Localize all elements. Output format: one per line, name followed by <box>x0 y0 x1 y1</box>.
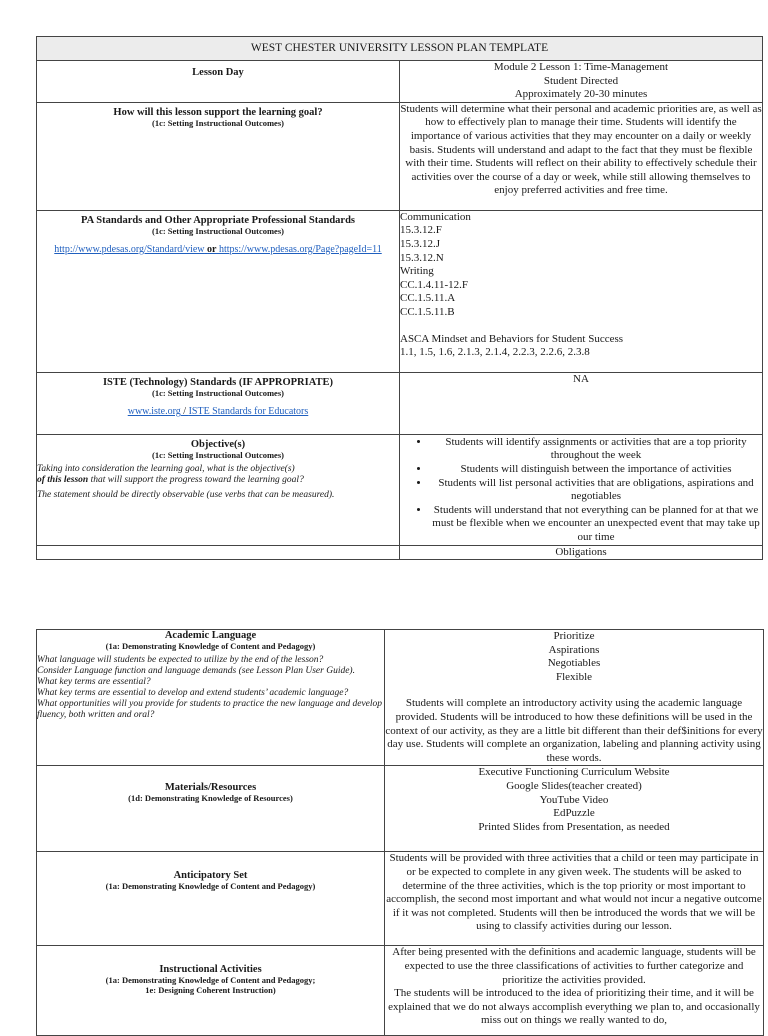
objective-item: • Students will understand that not everything can be planned for at that we must be flexible when we encounter an unexpected event that may take up our time <box>430 504 762 545</box>
learning-goal-text: Students will determine what their personal and academic priorities are, as well as how to effectively plan to manage their time. Students will identify the importance of various activities that they may encounter on a daily or weekly basis. Students will understand and adapt to the fact that they must be flexible with their time. Students will reflect on their ability to effectively schedule their activities over the course of a day or week, while still allowing themselves to enjoy preferred activities and free time. <box>400 102 763 210</box>
pdesas-standard-link[interactable]: http://www.pdesas.org/Standard/view <box>54 243 205 255</box>
row-obligations <box>37 545 763 559</box>
anticipatory-set-label: Anticipatory Set <box>173 870 248 882</box>
lesson-day-line: Approximately 20-30 minutes <box>514 88 648 101</box>
row-objectives <box>37 434 763 545</box>
row-materials <box>37 766 764 852</box>
objective-item: • Students will identify assignments or activities that are a top priority throughout the week <box>430 436 762 463</box>
academic-language-prompt: What key terms are essential to develop and extend students’ academic language? <box>37 688 349 698</box>
iste-sublabel: (1c: Setting Instructional Outcomes) <box>152 387 284 398</box>
academic-term: Prioritize <box>553 630 595 642</box>
standard-line: Communication <box>400 210 471 223</box>
iste-educators-link[interactable]: ISTE Standards for Educators <box>188 405 309 417</box>
standard-line: 15.3.12.J <box>400 237 441 250</box>
academic-term: Aspirations <box>548 643 600 656</box>
objectives-prompt-1: Taking into consideration the learning goal, what is the objective(s) of this lesson that will support the progress toward the learning goal? <box>37 463 304 485</box>
objectives-label: Objective(s) <box>190 438 246 450</box>
pdesas-page-link[interactable]: https://www.pdesas.org/Page?pageId=11 <box>218 243 382 255</box>
objectives-list <box>400 436 762 545</box>
row-lesson-day <box>37 61 763 103</box>
instructional-activities-sublabel: (1a: Demonstrating Knowledge of Content and Pedagogy; <box>105 975 316 986</box>
standard-line: 15.3.12.F <box>400 224 442 237</box>
standard-line: CC.1.5.11.A <box>400 292 456 305</box>
standard-line: 15.3.12.N <box>400 251 444 264</box>
instructional-activities-sublabel: 1e: Designing Coherent Instruction) <box>145 985 276 996</box>
asca-standards: 1.1, 1.5, 1.6, 2.1.3, 2.1.4, 2.2.3, 2.2.6, 2.3.8 <box>400 346 590 359</box>
document-title: WEST CHESTER UNIVERSITY LESSON PLAN TEMPLATE <box>37 37 763 61</box>
academic-language-label: Academic Language <box>164 630 257 641</box>
anticipatory-set-sublabel: (1a: Demonstrating Knowledge of Content and Pedagogy) <box>105 881 316 892</box>
materials-label: Materials/Resources <box>164 782 257 794</box>
row-anticipatory-set <box>37 852 764 946</box>
row-instructional-activities <box>37 946 764 1036</box>
instructional-activities-text: After being presented with the definitions and academic language, students will be expected to use the three classifications of activities to further categorize and prioritize the activities provided. <box>392 946 756 986</box>
standard-line: CC.1.5.11.B <box>400 305 455 318</box>
standard-line: Writing <box>400 265 434 278</box>
academic-language-prompt: What opportunities will you provide for students to practice the new language and develop fluency, both written and oral? <box>37 699 383 720</box>
academic-language-prompt: Consider Language function and language demands (see Lesson Plan User Guide). <box>37 666 355 676</box>
pa-standards-sublabel: (1c: Setting Instructional Outcomes) <box>152 225 284 236</box>
lesson-day-label: Lesson Day <box>192 67 244 78</box>
material-item: EdPuzzle <box>553 807 595 820</box>
iste-label: ISTE (Technology) Standards (IF APPROPRIATE) <box>102 376 334 388</box>
academic-term: Negotiables <box>547 657 601 670</box>
academic-language-text: Students will complete an introductory activity using the academic language provided. Students will be introduced to how these definitions will be used in the context of our activity, as they are a little bit different than their def$initions for every day use. Students will complete an organization, labeling and planning activity using these words. <box>385 697 763 764</box>
academic-term: Flexible <box>555 670 593 683</box>
material-item: YouTube Video <box>539 793 609 806</box>
material-item: Executive Functioning Curriculum Website <box>478 766 670 779</box>
row-iste <box>37 372 763 434</box>
learning-goal-sublabel: (1c: Setting Instructional Outcomes) <box>152 117 284 128</box>
objectives-sublabel: (1c: Setting Instructional Outcomes) <box>152 449 284 460</box>
anticipatory-set-text: Students will be provided with three activities that a child or teen may participate in or be expected to complete in any given week. The students will be asked to determine of the three activities, which is the top priority or most important to accomplish, the second most important and what would not incur a negative outcome if it was not completed. Students will then be introduced the words that we will be using to classify activities during our lesson. <box>385 852 764 946</box>
pa-standards-links <box>37 244 399 256</box>
material-item: Google Slides(teacher created) <box>506 779 642 792</box>
iste-value: NA <box>400 372 763 434</box>
row-learning-goal <box>37 102 763 210</box>
asca-title: ASCA Mindset and Behaviors for Student Success <box>400 332 624 345</box>
lesson-day-line: Student Directed <box>543 74 619 87</box>
academic-language-prompt: What key terms are essential? <box>37 677 151 687</box>
iste-link[interactable]: www.iste.org <box>127 405 181 417</box>
pa-standards-label: PA Standards and Other Appropriate Professional Standards <box>80 214 356 226</box>
standard-line: CC.1.4.11-12.F <box>400 278 469 291</box>
academic-language-sublabel: (1a: Demonstrating Knowledge of Content and Pedagogy) <box>105 641 316 651</box>
lesson-day-line: Module 2 Lesson 1: Time-Management <box>493 61 669 73</box>
objective-item: • Students will distinguish between the importance of activities <box>430 463 762 477</box>
lesson-plan-table-bottom <box>36 629 764 1036</box>
instructional-activities-text: The students will be introduced to the idea of prioritizing their time, and it will be explained that we do not always accomplish everything we plan to, and occasionally miss out on things we really wanted to do, <box>388 987 760 1027</box>
iste-links <box>37 406 399 418</box>
or-text: or <box>207 243 217 255</box>
material-item: Printed Slides from Presentation, as needed <box>478 820 670 833</box>
academic-language-prompt: What language will students be expected to utilize by the end of the lesson? <box>37 655 324 665</box>
instructional-activities-label: Instructional Activities <box>159 964 262 976</box>
row-academic-language <box>37 630 764 766</box>
objectives-prompt-2: The statement should be directly observable (use verbs that can be measured). <box>37 489 335 500</box>
row-pa-standards <box>37 210 763 372</box>
lesson-plan-table-top <box>36 36 763 560</box>
iste-separator: / <box>180 405 189 417</box>
obligations-text: Obligations <box>400 545 763 559</box>
learning-goal-label: How will this lesson support the learning goal? <box>113 106 323 118</box>
materials-sublabel: (1d: Demonstrating Knowledge of Resources) <box>128 793 293 804</box>
objective-item: • Students will list personal activities that are obligations, aspirations and negotiables <box>430 477 762 504</box>
